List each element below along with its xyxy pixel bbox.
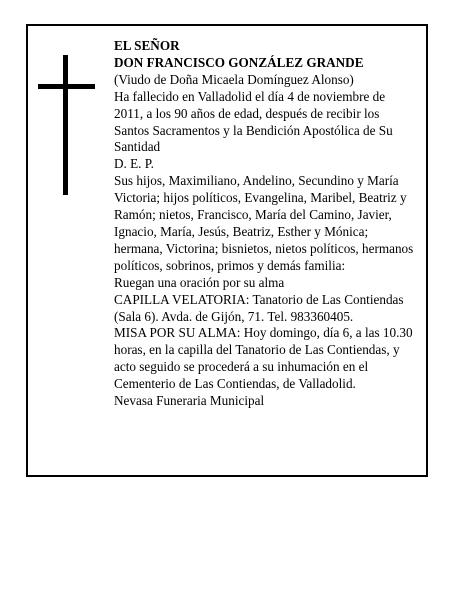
deceased-name: DON FRANCISCO GONZÁLEZ GRANDE bbox=[114, 54, 364, 70]
death-announcement: Ha fallecido en Valladolid el día 4 de noviembre de 2011, a los 90 años de edad, después de recibir los Santos Sacramentos y la Bendición Apostólica de Su Santidad bbox=[114, 88, 393, 155]
widower-line: (Viudo de Doña Micaela Domínguez Alonso) bbox=[114, 71, 354, 87]
mass-info: MISA POR SU ALMA: Hoy domingo, día 6, a las 10.30 horas, en la capilla del Tanatorio de Las Contiendas, y acto seguido se procederá a su inhumación en el Cementerio de Las Contiendas, de Valladolid. bbox=[114, 325, 413, 392]
obituary-text bbox=[114, 38, 416, 410]
funeral-home: Nevasa Funeraria Municipal bbox=[114, 393, 265, 409]
dep-line: D. E. P. bbox=[114, 156, 154, 172]
cross-horizontal-bar bbox=[38, 84, 95, 89]
cross-vertical-bar bbox=[63, 55, 68, 195]
family-list: Sus hijos, Maximiliano, Andelino, Secundino y María Victoria; hijos políticos, Evangelina, Maribel, Beatriz y Ramón; nietos, Francisco, María del Camino, Javier, Ignacio, María, Jesús, Beatriz, Esther y Mónica; hermana, Victorina; bisnietos, nietos políticos, hermanos políticos, sobrinos, primos y demás familia: bbox=[114, 173, 414, 273]
chapel-info: CAPILLA VELATORIA: Tanatorio de Las Contiendas (Sala 6). Avda. de Gijón, 71. Tel. 983360405. bbox=[114, 291, 404, 324]
notice-title: EL SEÑOR bbox=[114, 38, 180, 53]
prayer-request: Ruegan una oración por su alma bbox=[114, 274, 285, 290]
